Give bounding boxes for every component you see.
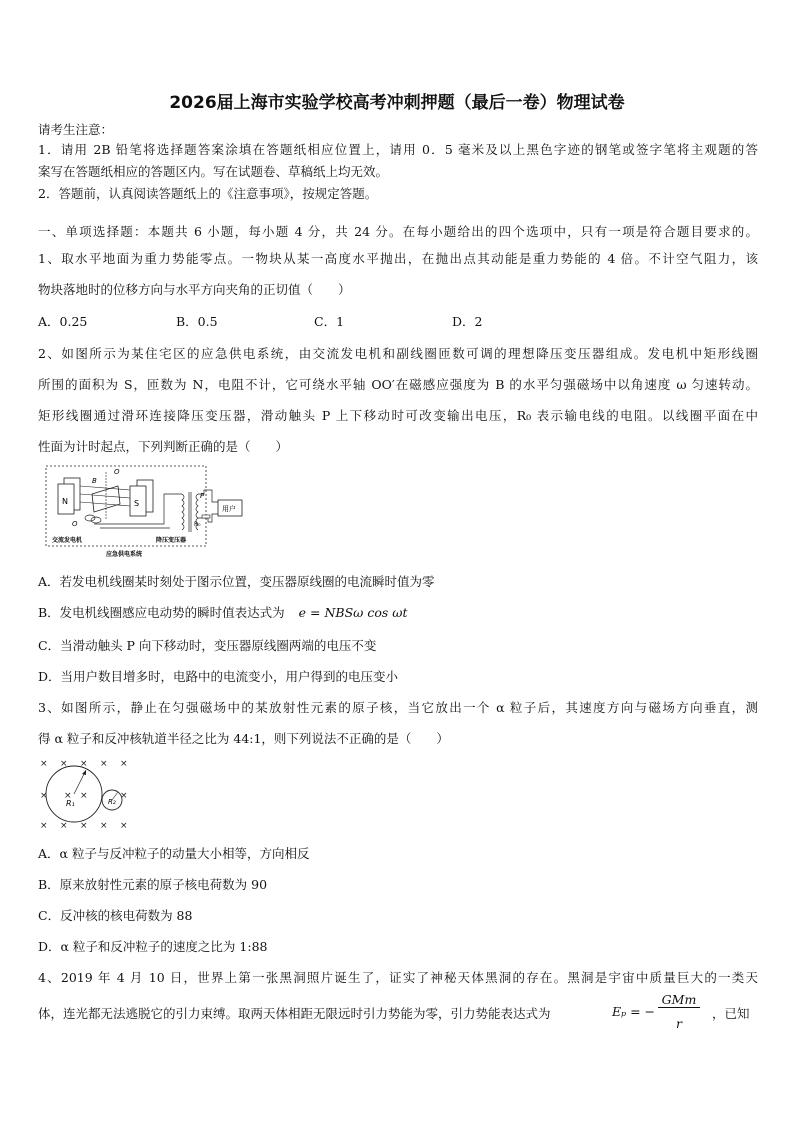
q1-option-a: A．0.25 xyxy=(38,314,88,329)
q4-formula-denominator: r xyxy=(676,1016,682,1031)
q3-option-d: D．α 粒子和反冲粒子的速度之比为 1:88 xyxy=(38,939,268,954)
label-p: P xyxy=(200,492,205,500)
svg-text:×: × xyxy=(40,821,48,831)
page-title: 2026届上海市实验学校高考冲刺押题（最后一卷）物理试卷 xyxy=(169,93,625,113)
q2-figure-user-box xyxy=(198,488,246,528)
q3-option-c: C．反冲核的核电荷数为 88 xyxy=(38,908,193,923)
q2-option-b xyxy=(38,603,407,621)
svg-text:×: × xyxy=(120,791,128,801)
q4-line-2 xyxy=(38,1004,551,1022)
q1-option-c: C．1 xyxy=(314,314,345,329)
q1-option-d: D．2 xyxy=(452,314,483,329)
q1-line-1: 1、取水平地面为重力势能零点。一物块从某一高度水平抛出，在抛出点其动能是重力势能的 4 倍。不计空气阻力，该 xyxy=(38,251,758,266)
svg-text:×: × xyxy=(80,821,88,831)
label-user: 用户 xyxy=(222,505,236,513)
q3-line-2: 得 α 粒子和反冲核轨道半径之比为 44:1，则下列说法不正确的是（ ） xyxy=(38,731,449,746)
svg-text:×: × xyxy=(120,821,128,831)
q2-line-3: 矩形线圈通过滑环连接降压变压器，滑动触头 P 上下移动时可改变输出电压，R₀ 表示输电线的电阻。以线圈平面在中 xyxy=(38,408,758,423)
label-r0: R₀ xyxy=(194,521,201,528)
q2-option-c: C．当滑动触头 P 向下移动时，变压器原线圈两端的电压不变 xyxy=(38,638,377,653)
q2-option-d: D．当用户数目增多时，电路中的电流变小，用户得到的电压变小 xyxy=(38,669,399,684)
q3-line-1: 3、如图所示，静止在匀强磁场中的某放射性元素的原子核，当它放出一个 α 粒子后，其速度方向与磁场方向垂直，测 xyxy=(38,700,758,715)
svg-text:×: × xyxy=(60,759,68,769)
label-r1: R₁ xyxy=(66,799,75,808)
svg-text:×: × xyxy=(64,791,72,801)
q2-line-1: 2、如图所示为某住宅区的应急供电系统，由交流发电机和副线圈匝数可调的理想降压变压器组成。发电机中矩形线圈 xyxy=(38,346,758,361)
label-o-top: O xyxy=(114,468,120,476)
q4-line-1: 4、2019 年 4 月 10 日，世界上第一张黑洞照片诞生了，证实了神秘天体黑洞的存在。黑洞是宇宙中质量巨大的一类天 xyxy=(38,970,758,985)
notice-item-2: 2．答题前，认真阅读答题纸上的《注意事项》，按规定答题。 xyxy=(38,186,378,201)
svg-text:×: × xyxy=(40,791,48,801)
q2-line-4: 性面为计时起点，下列判断正确的是（ ） xyxy=(38,439,289,454)
label-transformer: 降压变压器 xyxy=(156,537,187,544)
label-s: S xyxy=(134,499,140,508)
notice-item-1: 1．请用 2B 铅笔将选择题答案涂填在答题纸相应位置上，请用 0．5 毫米及以上黑色字迹的钢笔或签字笔将主观题的答 xyxy=(38,142,758,157)
q4-line-2-tail: ，已知 xyxy=(712,1006,750,1021)
figure-caption: 应急供电系统 xyxy=(106,551,143,558)
svg-text:×: × xyxy=(100,759,108,769)
svg-text:×: × xyxy=(60,821,68,831)
notice-heading: 请考生注意： xyxy=(38,122,114,137)
q1-option-b: B．0.5 xyxy=(176,314,218,329)
svg-text:×: × xyxy=(100,821,108,831)
q2-option-b-formula: e = NBSω cos ωt xyxy=(298,605,408,620)
label-generator: 交流发电机 xyxy=(52,537,83,544)
q1-line-2: 物块落地时的位移方向与水平方向夹角的正切值（ ） xyxy=(38,282,351,297)
section-heading: 一、单项选择题：本题共 6 小题，每小题 4 分，共 24 分。在每小题给出的四个选项中，只有一项是符合题目要求的。 xyxy=(38,224,758,239)
label-r2: R₂ xyxy=(108,798,116,806)
q4-formula-numerator: GMm xyxy=(658,992,700,1008)
notice-item-1-cont: 案写在答题纸相应的答题区内。写在试题卷、草稿纸上均无效。 xyxy=(38,164,389,179)
label-b: B xyxy=(92,477,97,485)
q2-figure-power-system xyxy=(44,464,212,560)
svg-text:×: × xyxy=(120,759,128,769)
q3-option-b: B．原来放射性元素的原子核电荷数为 90 xyxy=(38,877,268,892)
q4-line-2-text: 体，连光都无法逃脱它的引力束缚。取两天体相距无限远时引力势能为零，引力势能表达式为 xyxy=(38,1006,551,1021)
svg-text:×: × xyxy=(40,759,48,769)
svg-text:×: × xyxy=(80,791,88,801)
label-o-bottom: O xyxy=(72,520,78,528)
q2-option-b-text: B．发电机线圈感应电动势的瞬时值表达式为 xyxy=(38,605,285,620)
q3-option-a: A．α 粒子与反冲粒子的动量大小相等，方向相反 xyxy=(38,846,310,861)
label-n: N xyxy=(62,497,68,506)
q2-option-a: A．若发电机线圈某时刻处于图示位置，变压器原线圈的电流瞬时值为零 xyxy=(38,574,435,589)
q4-formula-lhs: Eₚ = − xyxy=(612,1004,656,1019)
q2-line-2: 所围的面积为 S，匝数为 N，电阻不计，它可绕水平轴 OO′在磁感应强度为 B 的水平匀强磁场中以角速度 ω 匀速转动。 xyxy=(38,377,758,392)
q3-figure-tracks xyxy=(36,756,136,832)
svg-text:×: × xyxy=(80,759,88,769)
